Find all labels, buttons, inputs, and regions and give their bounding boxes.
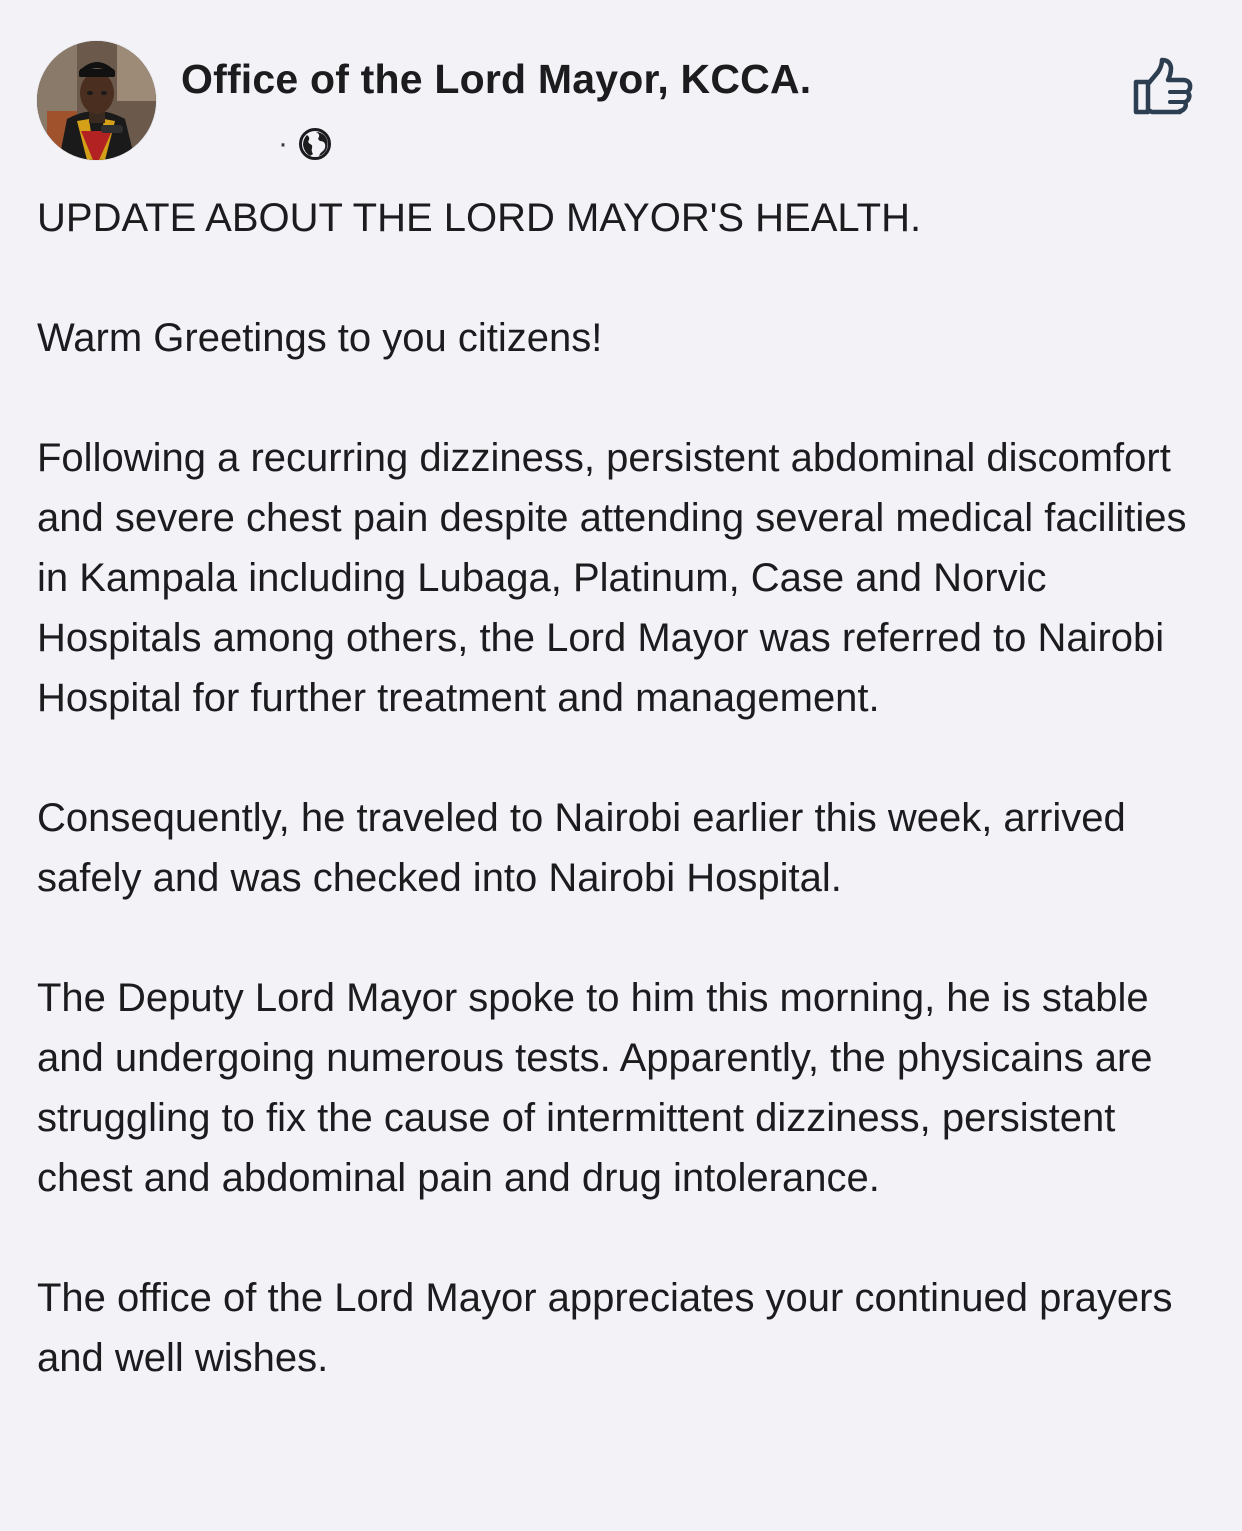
post-paragraph-background: Following a recurring dizziness, persistent abdominal discomfort and severe chest pain despite attending several medical facilities in Kampala including Lubaga, Platinum, Case and Norvic Hospitals among others, the Lord Mayor was referred to Nairobi Hospital for further treatment and management. (37, 436, 1198, 720)
post-paragraph-travel: Consequently, he traveled to Nairobi earlier this week, arrived safely and was checked into Nairobi Hospital. (37, 796, 1137, 900)
thumbs-up-icon (1128, 56, 1196, 118)
avatar[interactable] (37, 41, 156, 160)
post-meta (278, 124, 332, 164)
post-paragraph-title: UPDATE ABOUT THE LORD MAYOR'S HEALTH. (37, 196, 922, 240)
avatar-image (37, 41, 156, 160)
like-button[interactable] (1128, 56, 1196, 118)
post-body (37, 188, 1217, 1388)
globe-icon (298, 127, 332, 161)
meta-separator: · (278, 127, 288, 160)
post-paragraph-status: The Deputy Lord Mayor spoke to him this morning, he is stable and undergoing numerous tests. Apparently, the physicains are struggling to fix the cause of intermittent dizziness, persistent chest and abdominal pain and drug intolerance. (37, 976, 1164, 1200)
post-paragraph-greeting: Warm Greetings to you citizens! (37, 316, 603, 360)
post-header (0, 0, 1242, 180)
post-paragraph-thanks: The office of the Lord Mayor appreciates your continued prayers and well wishes. (37, 1276, 1184, 1380)
page-name[interactable]: Office of the Lord Mayor, KCCA. (181, 56, 812, 102)
